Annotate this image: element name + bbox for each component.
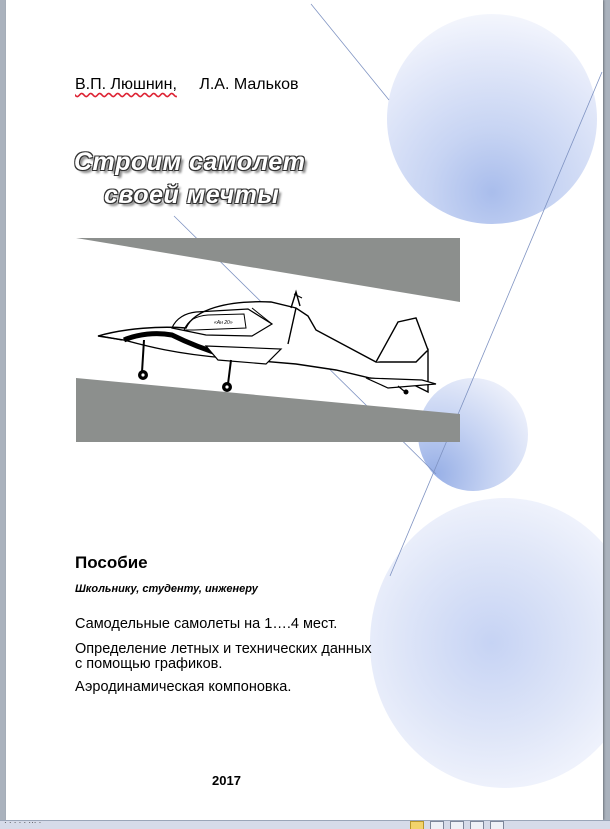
book-title — [74, 146, 305, 212]
banner-stripe-bottom — [76, 378, 460, 442]
description-line-1: Самодельные самолеты на 1….4 мест. — [75, 616, 338, 632]
authors — [75, 76, 317, 94]
diagonal-line-top — [311, 4, 389, 100]
manual-label: Пособие — [75, 553, 148, 572]
title-line-2: своей мечты — [104, 181, 280, 209]
author-2: Л.А. Мальков — [199, 76, 299, 93]
description-line-2: Определение летных и технических данных с помощью графиков. — [75, 641, 372, 672]
aircraft-illustration — [76, 238, 460, 442]
publication-year: 2017 — [212, 773, 241, 788]
aircraft-marking: «Ан 20» — [214, 320, 233, 326]
status-text: · · · · · ··· · — [4, 820, 42, 827]
banner-stripe-top — [76, 238, 460, 302]
audience-subtitle: Школьнику, студенту, инженеру — [75, 583, 258, 595]
title-line-1: Строим самолет — [74, 148, 306, 176]
document-page — [6, 0, 603, 820]
description-line-3: Аэродинамическая компоновка. — [75, 679, 292, 695]
airplane-drawing — [98, 292, 436, 395]
author-1: В.П. Люшнин, — [75, 76, 177, 93]
